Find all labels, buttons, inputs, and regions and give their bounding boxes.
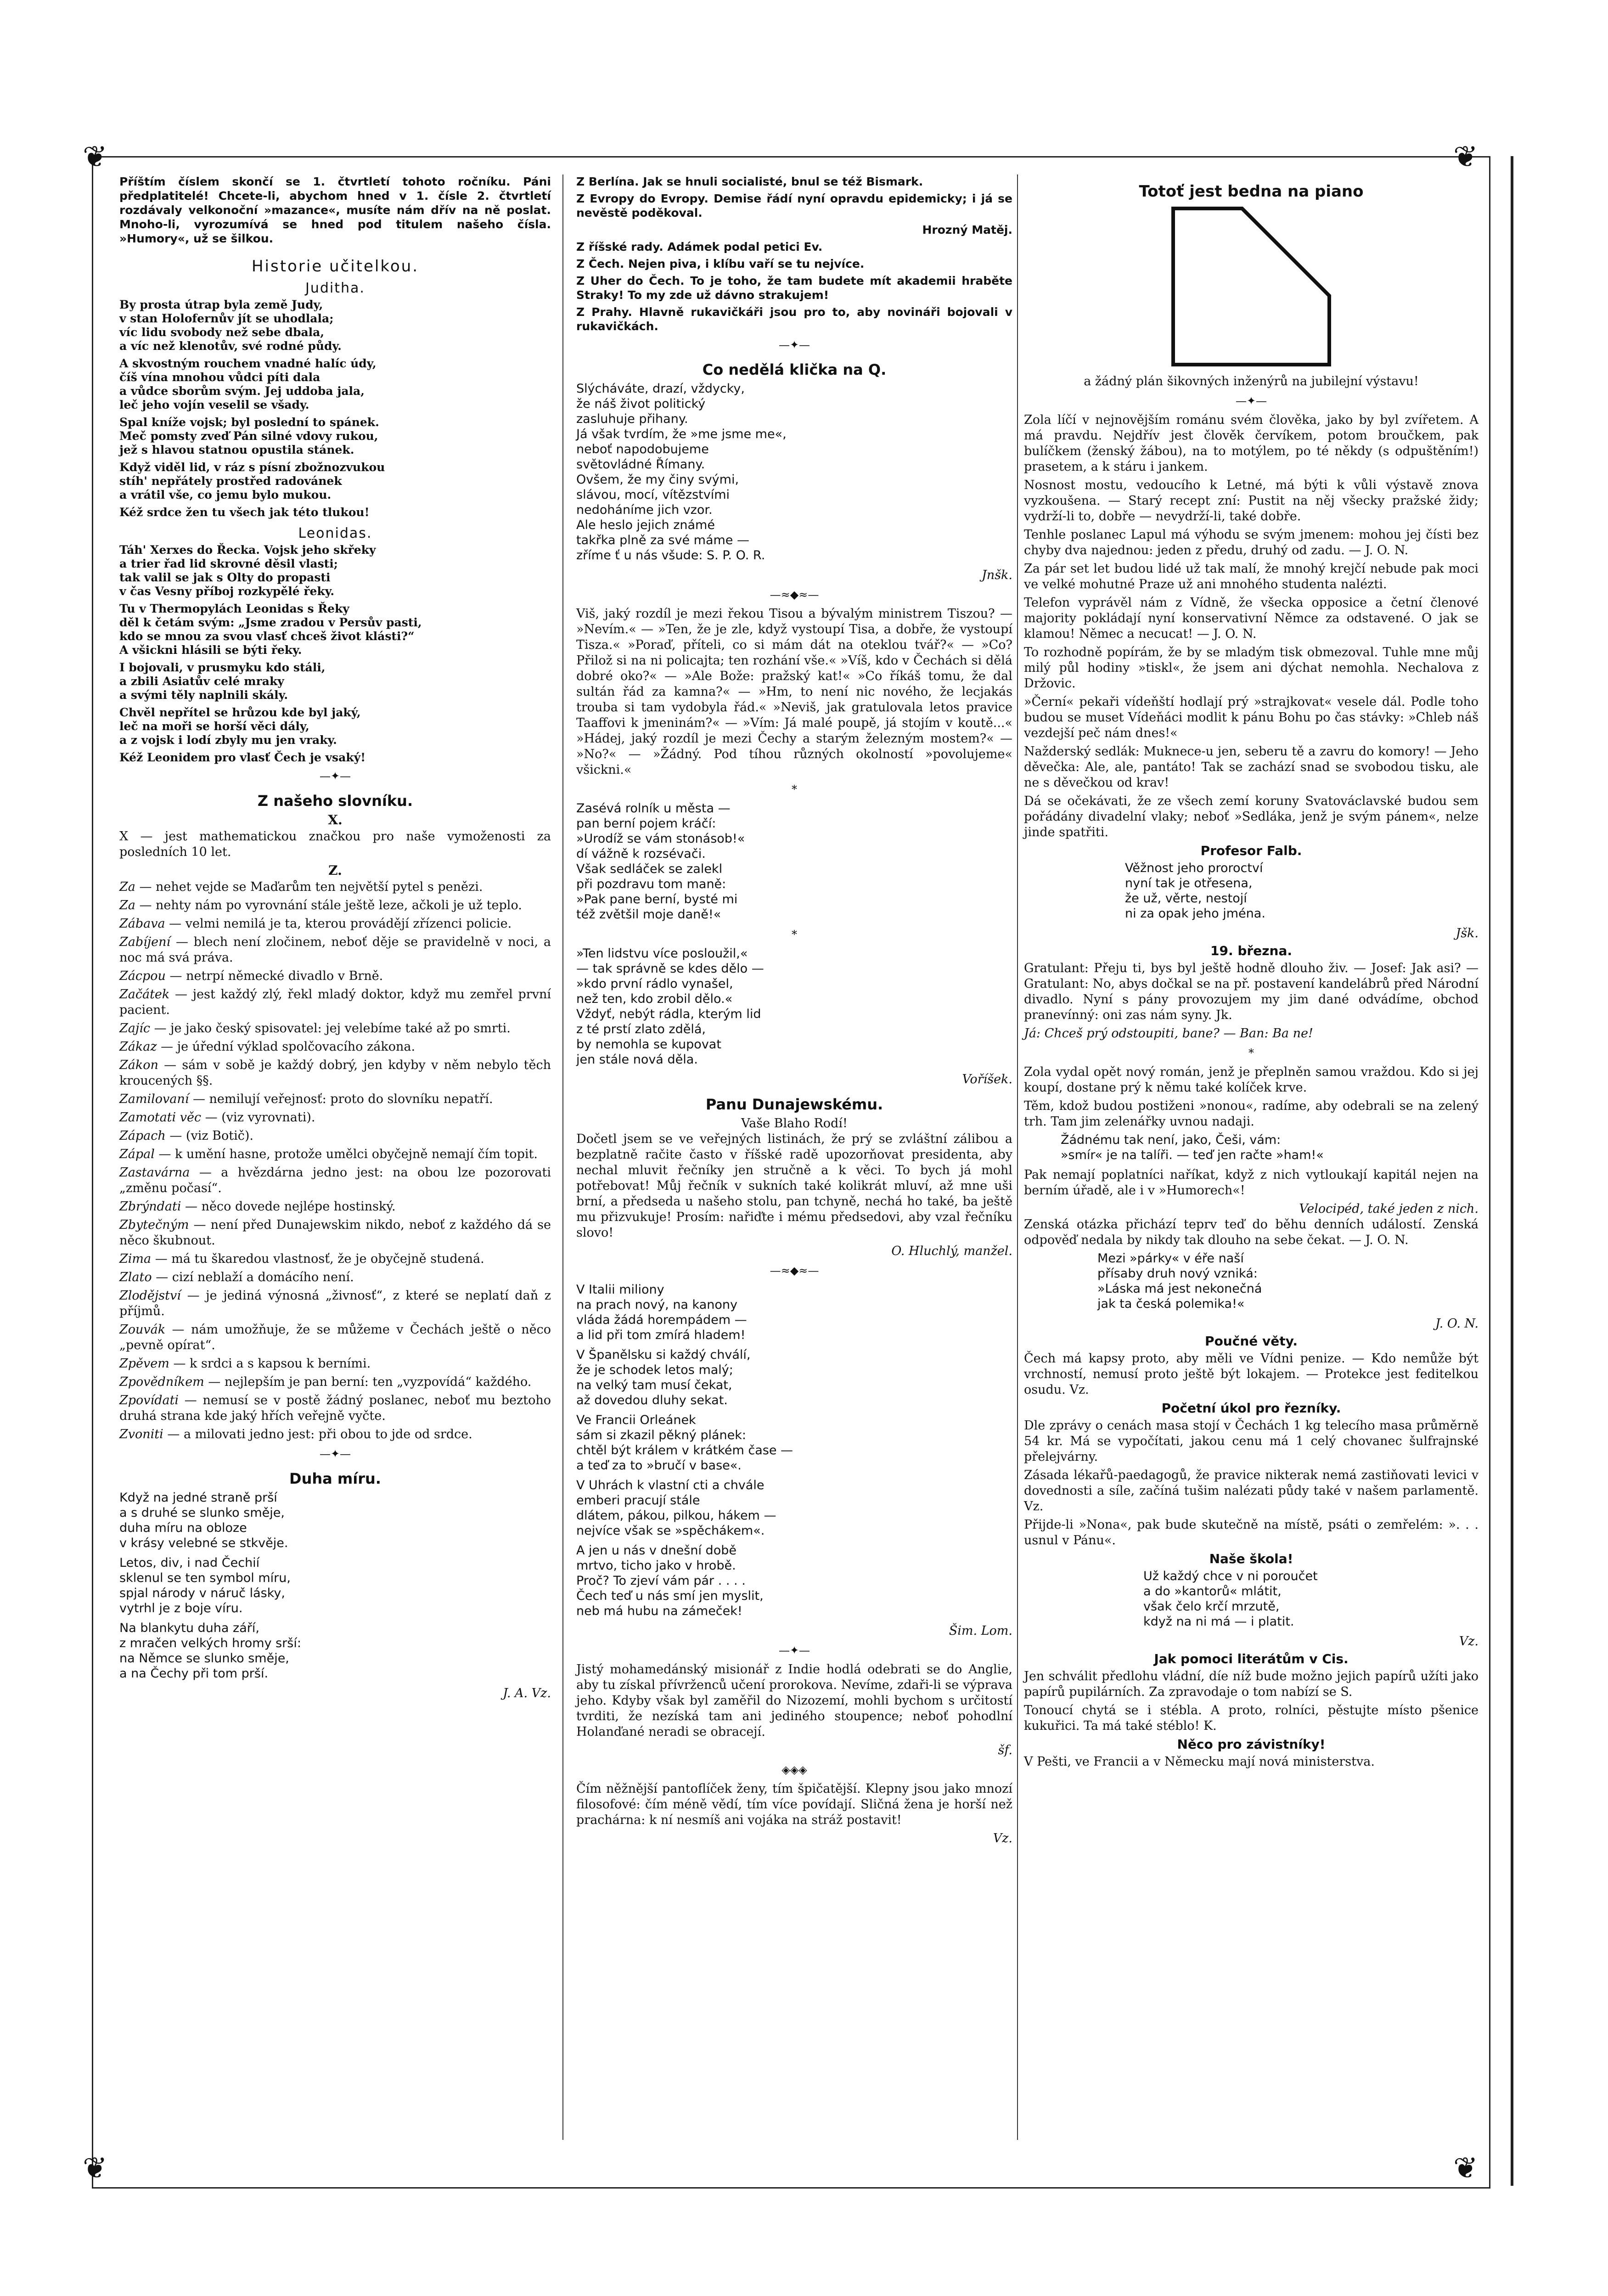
dictionary-entry: Zpovídati — nemusí se v postě žádný poslanec, neboť mu beztoho druhá strana kde jaký hřích veřejně vyčte. <box>119 1393 551 1423</box>
leonidas-stanza: Chvěl nepřítel se hrůzou kde byl jaký, leč na moři se horší věci dály, a z vojsk i lodí zbyly mu jen vraky. <box>119 706 361 747</box>
dictionary-entry: Zima — má tu škaredou vlastnosť, že je obyčejně studená. <box>119 1252 484 1266</box>
dictionary-entry: Zamilovaní — nemilují veřejnosť: proto do slovníku nepatří. <box>119 1092 493 1106</box>
leonidas-stanza: Tu v Thermopylách Leonidas s Řeky děl k četám svým: „Jsme zradou v Persův pasti, kdo se mnou za svou vlasť chceš život klásti?“ A všickni hlásili se býti řeky. <box>119 602 422 657</box>
march-title: 19. března. <box>1210 943 1292 958</box>
dictionary-title: Z našeho slovníku. <box>257 792 413 810</box>
section-divider: —✦— <box>1235 394 1267 407</box>
peace-stanza: Když na jedné straně prší a s druhé se slunko směje, duha míru na obloze v krásy velebné se stkvěje. <box>119 1491 288 1550</box>
judith-stanza: Když viděl lid, v ráz s písní zbožnozvukou stíh' nepřátely prostřed radovánek a vrátil vše, co jemu bylo mukou. <box>119 461 385 501</box>
dictionary-entry: Zabíjení — blech není zločinem, neboť děje se pravidelně v noci, a noc má svá práva. <box>119 935 551 965</box>
leonidas-stanza: Táh' Xerxes do Řecka. Vojsk jeho skřeky a trier řad lid skrovné děsil vlasti; tak valil se jak s Olty do propasti v čas Vesny příboj rozkypělé řeky. <box>119 543 376 598</box>
leonidas-title: Leonidas. <box>298 525 372 541</box>
note-paragraph: Telefon vyprávěl nám z Vídně, že všecka opposice a četní členové majority pokládají nyní konservativní Němce za odstavené. O jak se klamou! Němec a necucat! — J. O. N. <box>1024 596 1479 641</box>
letter-text: Dočetl jsem se ve veřejných listinách, že prý se zvláštní zálibou a bezplatně račite často v říšské radě upozorňovat presidenta, aby nechal mluvit řečníky jen stručně a k věci. To bych já mohl potřebovat! Můj řečník v sukních také kolikrát mluví, až mne uši brní, a předseda u našeho stolu, pan tchyně, nechá ho také, ba ještě mu přizvukuje! Prosím: nařiďte i mému předsedovi, aby vzal řečníku slovo! <box>576 1132 1012 1240</box>
dictionary-letter-z: Z. <box>328 863 342 878</box>
piano-box-drawing <box>1169 204 1334 369</box>
judith-stanza: Spal kníže vojsk; byl poslední to spánek. Meč pomsty zveď Pán silné vdovy rukou, jež s hlavou statnou opustila stánek. <box>119 416 379 456</box>
key-title: Co nedělá klička na Q. <box>702 361 887 378</box>
section-divider: ◈◈◈ <box>782 1763 807 1776</box>
note-paragraph: To rozhodně popírám, že by se mladým tisk obmezoval. Tuhle mne můj milý půl hodiny »tiskl«, že jsem ani dýchat nemohla. Nechalova z Držovic. <box>1024 645 1479 691</box>
task-text: Dle zprávy o cenách masa stojí v Čechách 1 kg telecího masa průměrně 54 kr. Má se vypočítati, jakou cenu má 1 celý chovanec šulfrajnské přelejvárny. <box>1024 1418 1479 1464</box>
help-title: Jak pomoci literátům v Cis. <box>1154 1651 1349 1666</box>
falb-title: Profesor Falb. <box>1200 843 1302 858</box>
missionary-signature: šf. <box>998 1743 1012 1757</box>
dictionary-entry: Zápal — k umění hasne, protože umělci obyčejně nemají čím topit. <box>119 1147 538 1161</box>
envy-title: Něco pro závistníky! <box>1177 1737 1326 1752</box>
letter-salutation: Vaše Blaho Rodí! <box>741 1116 848 1131</box>
piano-box-caption: a žádný plán šikovných inženýrů na jubilejní výstavu! <box>1084 374 1419 388</box>
note-paragraph: Dá se očekávati, že ze všech zemí koruny Svatováclavské budou sem pořádány divadelní vlaky; neboť »Sedláka, jenž je svým pánem«, nelze jinde spatřiti. <box>1024 794 1479 839</box>
dictionary-entry: Zlodějství — je jediná výnosná „živnosť“, z které se neplatí daň z příjmů. <box>119 1289 551 1318</box>
peace-stanza: Na blankytu duha září, z mračen velkých hromy srší: na Němce se slunko směje, a na Čechy při tom prší. <box>119 1621 301 1681</box>
europe-stanza: A jen u nás v dnešní době mrtvo, ticho jako v hrobě. Proč? To zjeví vám pár . . . . Čech teď u nás smí jen myslit, neb má hubu na zámeček! <box>576 1543 764 1618</box>
dictionary-entry: Zajíc — je jako český spisovatel: jej velebíme také až po smrti. <box>119 1021 511 1035</box>
news-item: Z Berlína. Jak se hnuli socialisté, bnul se též Bismark. <box>576 175 923 188</box>
section-divider: * <box>1248 1047 1254 1059</box>
dictionary-entry: Zbrýndati — něco dovede nejlépe hostinský. <box>119 1199 396 1214</box>
rule-text: Zásada lékařů-paedagogů, že pravice nikterak nemá zastiňovati levici v dovednosti a síle, začíná tušim nalézati půdy také v našem parlamentě. Vz. <box>1024 1468 1479 1514</box>
column-middle <box>576 174 1012 1846</box>
dictionary-entry: Zábava — velmi nemilá je ta, kterou provádějí zřízenci policie. <box>119 917 512 931</box>
dictionary-entry: Zpěvem — k srdci a s kapsou k berními. <box>119 1356 371 1371</box>
falb-signature: Jšk. <box>1456 926 1479 940</box>
news-item: Z Uher do Čech. To je toho, že tam budete mít akademii hraběte Straky! To my zde už dávno strakujem! <box>576 274 1013 302</box>
ban-line: Já: Chceš prý odstoupiti, bane? — Ban: Ba ne! <box>1024 1026 1313 1041</box>
key-verse: Slýcháváte, drazí, vždycky, že náš život politický zasluhuje přihany. Já však tvrdím, že »me jsme me«, neboť napodobujeme světovládné Římany. Ovšem, že my činy svými, slávou, mocí, vítězstvími nedoháníme jich vzor. Ale heslo jejich známé takřka plně za své máme — zříme ť u nás všude: S. P. O. R. <box>576 382 787 563</box>
dictionary-entries <box>119 879 551 1442</box>
dictionary-entry: Za — nehet vejde se Maďarům ten největší pytel s penězi. <box>119 880 483 894</box>
missionary-text: Jistý mohamedánský misionář z Indie hodlá odebrati se do Anglie, aby tu získal přívrženců učení prorokova. Nevíme, zdaři-li se výprava jeho. Kdyby však byl zaměřil do Nizozemí, mohli bychom s určitostí tvrditi, že nezíská tam ani jediného stoupence; neboť pohodlní Holanďané neradi se obracejí. <box>576 1662 1012 1739</box>
section-divider: —✦— <box>778 1644 810 1657</box>
section-divider: —✦— <box>778 338 810 351</box>
school-signature: Vz. <box>1459 1634 1479 1649</box>
nonou-text: Těm, kdož budou postiženi »nonou«, radíme, aby odebrali se na zelený trh. Tam jim zelenářky uvnou nadaji. <box>1024 1099 1479 1129</box>
column-rule-1 <box>562 174 563 2140</box>
news-signature: Hrozný Matěj. <box>922 223 1012 236</box>
peace-title: Duha míru. <box>289 1470 381 1487</box>
section-divider: * <box>792 783 797 796</box>
dictionary-entry: Zamotati věc — (viz vyrovnati). <box>119 1110 315 1125</box>
march-text: Gratulant: Přeju ti, bys byl ještě hodně dlouho živ. — Josef: Jak asi? — Gratulant: No, abys dočkal se na př. postavení kandelábrů před Národní divadlo. Nyní s pány provozujem my jim dané odvádíme, obchod pranevínný: oni zas nám syny. Jk. <box>1024 961 1479 1022</box>
falb-verse: Věžnost jeho proroctví nyní tak je otřesena, že už, věrte, nestojí ni za opak jeho jména. <box>1125 861 1265 921</box>
instructive-text: Čech má kapsy proto, aby měli ve Vídni penize. — Kdo nemůže být vrchností, nemusí proto ještě být lokajem. — Protekce jest feditelkou osudu. Vz. <box>1024 1351 1479 1397</box>
note-paragraph: Nažderský sedlák: Muknece-u jen, seberu tě a zavru do komory! — Jeho děvečka: Ale, ale, pantáto! Tak se zachází snad se svobodou tisku, ale ne s děvečkou od krav! <box>1024 744 1479 790</box>
section-divider: —✦— <box>319 770 351 782</box>
column-right <box>1024 174 1479 1773</box>
dictionary-entry: Zpovědníkem — nejlepším je pan berní: ten „vyzpovídá“ každého. <box>119 1375 532 1389</box>
parky-signature: J. O. N. <box>1435 1317 1479 1331</box>
corner-ornament-top-left: ❦ <box>83 140 107 174</box>
section-divider: —✦— <box>319 1447 351 1460</box>
plough-verse: »Ten lidstvu více posloužil,« — tak správně se kdes dělo — »kdo první rádlo vynašel, než ten, kdo zrobil dělo.« Vždyť, nebýt rádla, kterým lid z té prstí zlato zdělá, by nemohla se kupovat jen stále nová děla. <box>576 946 764 1067</box>
note-paragraph: Nosnost mostu, vedoucího k Letné, má býti k vůli výstavě znova vyzkoušena. — Starý recept zní: Pustit na něj všecky pražské židy; vydrží-li to, dobře — nevydrží-li, také dobře. <box>1024 478 1479 523</box>
parky-verse: Mezi »párky« v éře naší přísaby druh nový vzniká: »Láska má jest nekonečná jak ta česká polemika!« <box>1097 1251 1262 1311</box>
dictionary-entry: Zastavárna — a hvězdárna jedno jest: na obou lze pozorovati „změnu počasí“. <box>119 1165 551 1195</box>
nona-text: Přijde-li »Nona«, pak bude skutečně na místě, psáti o zemřelém: ». . . usnul v Pánu«. <box>1024 1518 1479 1548</box>
europe-stanza: V Španělsku si každý chválí, že je schodek letos malý; na velký tam musí čekat, až dovedou dluhy sekat. <box>576 1348 751 1407</box>
dictionary-entry: Za — nehty nám po vyrovnání stále ještě leze, ačkoli je už teplo. <box>119 898 522 912</box>
slipper-text: Čím něžnější pantoflíček ženy, tím špičatější. Klepny jsou jako mnozí filosofové: čím méně vědí, tím více povídají. Sličná žena je horší než prachárna: k ní nesmíš ani vojáka na stráž postavit! <box>576 1782 1012 1827</box>
news-item: Z říšské rady. Adámek podal petici Ev. <box>576 240 823 253</box>
key-signature: Jnšk. <box>981 568 1012 582</box>
task-title: Početní úkol pro řezníky. <box>1161 1401 1341 1416</box>
section-divider: * <box>792 928 797 941</box>
news-item: Z Evropy do Evropy. Demise řádí nyní opravdu epidemicky; i já se nevěstě poděkoval. <box>576 192 1012 219</box>
column-left <box>119 174 551 1701</box>
news-item: Z Čech. Nejen piva, i klíbu vaří se tu nejvíce. <box>576 257 865 270</box>
tisa-jokes: Viš, jaký rozdíl je mezi řekou Tisou a bývalým ministrem Tiszou? — »Nevím.« — »Ten, že je zle, když vystoupí Tisa, a dobře, že vystoupí Tisza.« »Poraď, příteli, co si mám dát na oteklou tvář?« — »Co? Přilož si na ni policajta; ten rozhání vše.« »Víš, kdo v Čechách si dělá dobré oko?« — »Ale Bože: pražský kat!« »Co říkáš tomu, že dal sultán řád za kamna?« — »Hm, to není nic nového, že lecjakás trouba si tam vydobyla řád.« »Neviš, jak gratulovala letos pravice Taaffovi k jmeninám?« — »Vím: Já malé poupě, já stojím v koutě...« »Hádej, jaký rozdíl je mezi Čechy a starým železným mostem?« — »No?« — »Žádný. Pod tíhou různých okolností »povolujeme« všickni.« <box>576 607 1012 777</box>
dictionary-entry: Zouvák — nám umožňuje, že se můžeme v Čechách ještě o něco „pevně opírat“. <box>119 1322 551 1352</box>
peace-stanza: Letos, div, i nad Čechií sklenul se ten symbol míru, spjal národy v náruč lásky, vytrhl je z boje víru. <box>119 1556 291 1615</box>
school-title: Naše škola! <box>1209 1551 1293 1566</box>
piano-box-title: Totoť jest bedna na piano <box>1139 182 1364 201</box>
women-text: Zenská otázka přichází teprv teď do běhu denních událostí. Zenská odpověď nedala by nikdy tak dlouho na sebe čekat. — J. O. N. <box>1024 1217 1479 1247</box>
dictionary-entry: Zákaz — je úřední výklad spolčovacího zákona. <box>119 1040 416 1054</box>
envy-text: V Pešti, ve Francii a v Německu mají nová ministerstva. <box>1024 1755 1375 1769</box>
europe-signature: Šim. Lom. <box>949 1624 1012 1638</box>
corner-ornament-bottom-right: ❦ <box>1453 2151 1478 2185</box>
dictionary-entry: Zácpou — netrpí německé divadlo v Brně. <box>119 969 383 983</box>
note-paragraph: Za pár set let budou lidé už tak malí, že mnohý krejčí nebude pak moci ve velké mohutné Praze už ani mnohého studenta nalézti. <box>1024 562 1479 591</box>
history-title: Historie učitelkou. <box>251 257 419 276</box>
column-rule-2 <box>1017 174 1018 2140</box>
dictionary-x-entry: X — jest mathematickou značkou pro naše vymoženosti za posledních 10 let. <box>119 829 551 859</box>
dictionary-entry: Zákon — sám v sobě je každý dobrý, jen kdyby v něm nebylo těch kroucených §§. <box>119 1058 551 1088</box>
note-paragraph: »Černí« pekaři vídeňští hodlají prý »strajkovat« vesele dál. Podle toho budou se muset Vídeňáci modlit k pánu Bohu po čas stávky: »Chleb náš vezdejší peč nám dnes!« <box>1024 695 1479 740</box>
europe-stanza: Ve Francii Orleánek sám si zkazil pěkný plánek: chtěl být králem v krátkém čase — a teď za to »bručí v base«. <box>576 1413 793 1473</box>
subscription-notice: Příštím číslem skončí se 1. čtvrtletí tohoto ročníku. Páni předplatitelé! Chcete-li, abychom hned v 1. čísle 2. čtvrtletí rozdávaly velkonoční »mazance«, musíte nám dřív na ně poslat. Mnoho-li, vyrozumívá se hned pod titulem našeho čísla. »Humory«, už se šilkou. <box>119 175 551 245</box>
leonidas-stanza: Kéž Leonidem pro vlasť Čech je vsaký! <box>119 751 366 764</box>
piano-box-illustration <box>1169 204 1334 369</box>
help-text: Jen schválit předlohu vládní, díe níž bude možno jejich papírů užíti jako papírů pupilárních. Za zpravodaje o tom nabízí se S. <box>1024 1669 1479 1699</box>
dictionary-entry: Začátek — jest každý zlý, řekl mladý doktor, když mu zemřel první pacient. <box>119 987 551 1017</box>
europe-stanza: V Uhrách k vlastní cti a chvále emberi pracují stále dlátem, pákou, pilkou, hákem — nejvíce však se »spěchákem«. <box>576 1478 776 1538</box>
section-divider: —≈◆≈— <box>770 1264 819 1277</box>
dictionary-letter-x: X. <box>328 812 343 827</box>
corner-ornament-top-right: ❦ <box>1453 140 1478 174</box>
leonidas-stanza: I bojovali, v prusmyku kdo stáli, a zbili Asiatův celé mraky a svými těly naplnili skály. <box>119 661 326 702</box>
page-edge-rule <box>1511 156 1513 2186</box>
plough-signature: Voříšek. <box>962 1072 1012 1086</box>
ham-verse: Žádnému tak není, jako, Češi, vám: »smír« je na talíři. — teď jen račte »ham!« <box>1061 1133 1324 1162</box>
humor-text: Pak nemají poplatníci naříkat, když z nich vytloukají kapitál nejen na berním úřadě, ale i v »Humorech«! <box>1024 1168 1479 1198</box>
note-paragraph: Tenhle poslanec Lapul má výhodu se svým jmenem: mohou jej čísti bez chyby dva najednou: jeden z předu, druhý od zadu. — J. O. N. <box>1024 528 1479 557</box>
dictionary-entry: Zlato — cizí neblaží a domácího není. <box>119 1270 354 1284</box>
news-item: Z Prahy. Hlavně rukavičkáři jsou pro to, aby novináři bojovali v rukavičkách. <box>576 305 1012 333</box>
corner-ornament-bottom-left: ❦ <box>83 2151 107 2185</box>
section-divider: —≈◆≈— <box>770 588 819 601</box>
judith-stanza: Kéž srdce žen tu všech jak této tlukou! <box>119 506 370 519</box>
zola-text: Zola vydal opět nový román, jenž je přeplněn samou vraždou. Kdo si jej koupí, dostane prý k němu také kolíček krve. <box>1024 1065 1479 1095</box>
judith-stanza: A skvostným rouchem vnadné halíc údy, číš vína mnohou vůdci píti dala a vůdce sborům svým. Jej uddoba jala, leč jeho vojín veselil se všady. <box>119 357 377 411</box>
judith-stanza: By prosta útrap byla země Judy, v stan Holofernův jít se uhodlala; víc lidu svobody než sebe dbala, a víc než klenotův, své rodné půdy. <box>119 298 342 353</box>
instructive-title: Poučné věty. <box>1205 1334 1298 1349</box>
dictionary-entry: Zvoniti — a milovati jedno jest: při obou to jde od srdce. <box>119 1427 472 1441</box>
judith-title: Juditha. <box>305 280 365 296</box>
humor-signature: Velocipéd, také jeden z nich. <box>1299 1202 1479 1216</box>
dictionary-entry: Zápach — (viz Botič). <box>119 1129 253 1143</box>
peace-signature: J. A. Vz. <box>503 1686 551 1700</box>
letter-signature: O. Hluchlý, manžel. <box>891 1244 1012 1258</box>
europe-stanza: V Italii miliony na prach nový, na kanony vláda žádá horempádem — a lid při tom zmírá hladem! <box>576 1283 747 1342</box>
slipper-signature: Vz. <box>993 1831 1012 1846</box>
letter-title: Panu Dunajewskému. <box>705 1096 883 1113</box>
school-verse: Už každý chce v ni poroučet a do »kantorů« mlátit, však čelo krčí mrzutě, když na ni má — i platit. <box>1143 1569 1318 1629</box>
note-paragraph: Zola líčí v nejnovějším románu svém člověka, jako by byl zvířetem. A má pravdu. Nejdřív jest člověk červíkem, potom broučkem, pak bulíčkem (ženský žábou), na to motýlem, po té někdy (s odpuštěním!) prasetem, a k stáru i jankem. <box>1024 413 1479 474</box>
dictionary-entry: Zbytečným — není před Dunajewskim nikdo, neboť z každého dá se něco škubnout. <box>119 1218 551 1248</box>
drown-text: Tonoucí chytá se i stébla. A proto, rolníci, pěstujte místo pšenice kukuřici. Ta má také stéblo! K. <box>1024 1703 1479 1733</box>
farmer-verse: Zasévá rolník u města — pan berní pojem kráčí: »Urodíž se vám stonásob!« dí vážně k rozsévači. Však sedláček se zalekl při pozdravu tom maně: »Pak pane berní, bysté mi též zvětšil moje daně!« <box>576 801 745 922</box>
